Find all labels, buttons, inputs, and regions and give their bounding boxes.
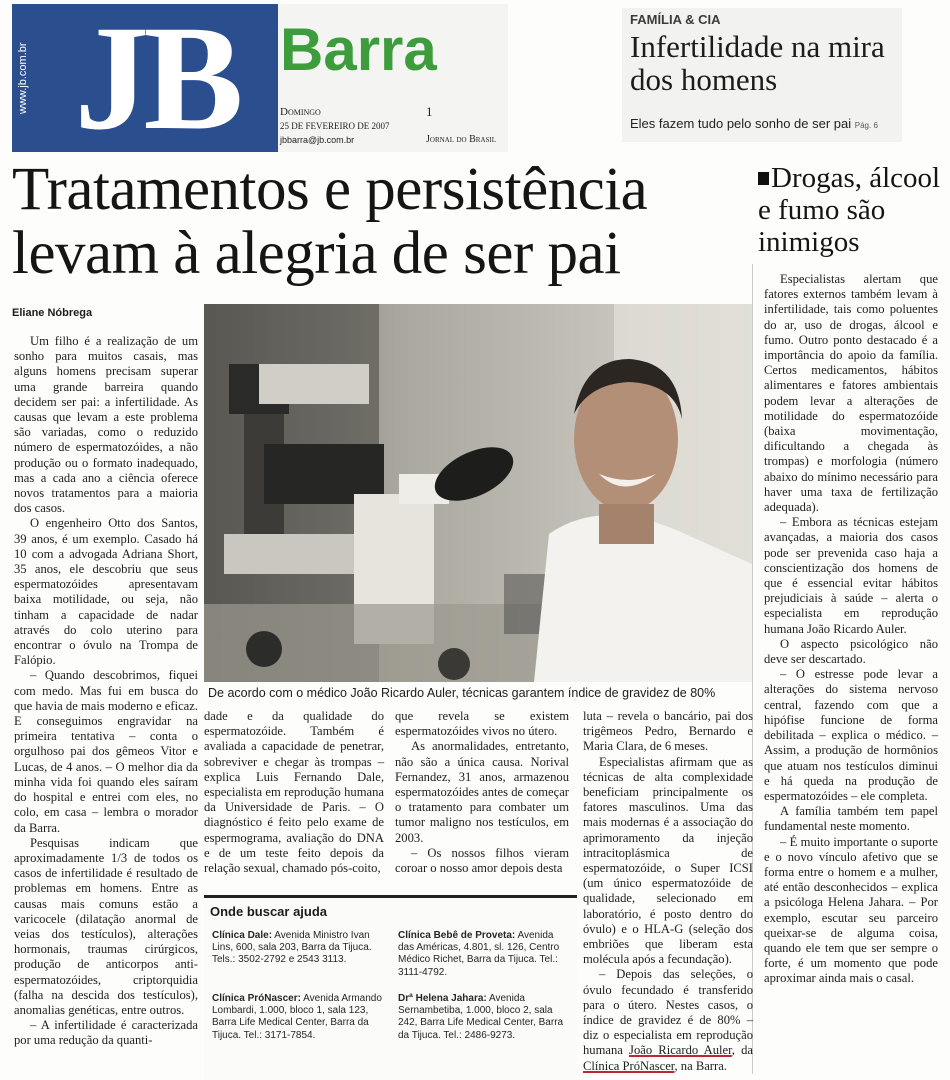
photo-caption: De acordo com o médico João Ricardo Auler, técnicas garantem índice de gravidez de 80% xyxy=(208,686,716,700)
paragraph: – É muito importante o suporte e o novo vínculo afetivo que se forma entre o homem e a mulher, até então desconhecidos – explica a psicóloga Helena Jahara. – Por exemplo, escutar seu parceiro queixar-se de alguma coisa, quando ele tem que ser sempre o forte, é um momento que pode aproximar ainda mais o casal. xyxy=(764,834,938,986)
section-name: Barra xyxy=(280,16,437,83)
sidebar-title: Drogas, álcool e fumo são inimigos xyxy=(758,162,941,258)
underlined-name: João Ricardo Auler xyxy=(629,1043,732,1058)
paragraph: Pesquisas indicam que aproximadamente 1/3 de todos os casos de infertilidade é resultado de problemas em homens. Entre as causas mais comuns estão a varicocele (dilatação anormal de veias dos testículos), alterações hormonais, traumas cirúrgicos, produção de anticorpos anti-espermatozóides, criptorquidia (falha na descida dos testículos), anomalias genéticas, entre outros. xyxy=(14,835,198,1017)
paragraph: – A infertilidade é caracterizada por uma redução da quanti- xyxy=(14,1018,198,1048)
paragraph: O aspecto psicológico não deve ser descartado. xyxy=(764,636,938,667)
help-box xyxy=(204,895,577,1080)
doctor-microscope-photo xyxy=(204,304,752,682)
help-item xyxy=(212,930,390,967)
jb-logo: JB xyxy=(34,4,278,152)
paragraph: dade e da qualidade do espermatozóide. Também é avaliada a capacidade de penetrar, sobreviver e chegar às trompas – explica Luis Fernando Dale, especialista em reprodução humana da Universidade de Paris. – O diagnóstico é feito pelo exame de espermograma, avaliação do DNA e de um teste feito depois da relação sexual, chamado pós-coito, xyxy=(204,709,384,876)
sidebar-column xyxy=(764,272,938,987)
article-photo xyxy=(204,304,752,682)
byline: Eliane Nóbrega xyxy=(12,307,93,319)
paragraph: que revela se existem espermatozóides vivos no útero. xyxy=(395,709,569,739)
help-item-name: Clínica Bebê de Proveta: xyxy=(398,930,516,941)
help-box-title: Onde buscar ajuda xyxy=(210,904,328,919)
paragraph: luta – revela o bancário, pai dos trigêmeos Pedro, Bernardo e Maria Clara, de 6 meses. xyxy=(583,709,753,754)
promo-section: FAMÍLIA & CIA xyxy=(630,12,721,27)
masthead-date: 25 DE FEVEREIRO DE 2007 xyxy=(280,121,390,131)
help-item-name: Clínica PróNascer: xyxy=(212,993,301,1004)
underlined-clinic: Clínica PróNascer xyxy=(583,1058,675,1073)
paragraph: – Embora as técnicas estejam avançadas, a maioria dos casos pode ser prevenida caso haja a conscientização dos homens de que é essencial evitar hábitos prejudiciais à saúde – alerta o especialista em reprodução humana João Ricardo Auler. xyxy=(764,515,938,636)
paragraph: As anormalidades, entretanto, não são a única causa. Norival Fernandez, 31 anos, armazenou espermatozóides antes de começar o tratamento para combater um tumor maligno nos testículos, em 2003. xyxy=(395,739,569,845)
paper-name: Jornal do Brasil xyxy=(426,134,497,145)
help-item-text: Avenida das Américas, 4.801, sl. 126, Centro Médico Richet, Barra da Tijuca. Tel.: 3111-4792. xyxy=(398,930,560,978)
article-column-2 xyxy=(204,709,384,876)
help-item xyxy=(212,993,390,1042)
promo-title: Infertilidade na mira dos homens xyxy=(630,29,885,97)
paragraph xyxy=(583,967,753,1073)
article-column-3 xyxy=(395,709,569,876)
help-item-name: Clínica Dale: xyxy=(212,930,273,941)
page-number: 1 xyxy=(426,104,433,119)
masthead-email[interactable]: jbbarra@jb.com.br xyxy=(280,135,355,145)
help-item-text: Avenida Armando Lombardi, 1.000, bloco 1, sala 123, Barra Life Medical Center, Barra da Tijuca. Tel.: 3171-7854. xyxy=(212,993,382,1041)
square-bullet-icon xyxy=(758,172,769,185)
paragraph: – O estresse pode levar a alterações do sistema nervoso central, fazendo com que a hipófise funcione de forma debilitada – explica o médico. – Assim, a produção de hormônios que atuam nos testículos diminui e há queda na produção de espermatozóides – ele completa. xyxy=(764,667,938,803)
help-item xyxy=(398,993,570,1042)
article-column-1 xyxy=(14,334,198,1049)
paragraph: O engenheiro Otto dos Santos, 39 anos, é um exemplo. Casado há 10 com a advogada Adriana Short, 35 anos, ele descobriu que seus espermatozóides apresentavam baixa motilidade, ou seja, não tinham a capacidade de nadar através do colo uterino para encontrar o óvulo na Trompa de Falópio. xyxy=(14,516,198,668)
sidebar-headline xyxy=(758,162,948,258)
help-item xyxy=(398,930,570,979)
paragraph-text: – Depois das seleções, o óvulo fecundado é transferido para o útero. Nestes casos, o índice de gravidez é de 80% – diz o especialista em reprodução humana xyxy=(583,967,753,1058)
paragraph-text: , na Barra. xyxy=(674,1058,727,1073)
help-item-text: Avenida Ministro Ivan Lins, 600, sala 203, Barra da Tijuca. Tels.: 3502-2792 e 2543 3113. xyxy=(212,930,372,966)
promo-page-ref: Pág. 6 xyxy=(854,121,878,130)
paragraph: – Quando descobrimos, fiquei com medo. Mas fui em busca do que havia de mais moderno e eficaz. E conseguimos engravidar na primeira tentativa – conta o orgulhoso pai dos gêmeos Vitor e Lucas, de 4 anos. – O melhor dia da minha vida foi quando eles saíram do hospital e entrei com eles, no colo, em casa – lembra o morador da Barra. xyxy=(14,668,198,835)
article-headline: Tratamentos e persistência levam à alegria de ser pai xyxy=(12,156,648,287)
paragraph: Especialistas alertam que fatores externos também levam à infertilidade, tais como poluentes do ar, uso de drogas, álcool e fumo. Outro ponto destacado é a importância do apoio da família. Certos medicamentos, hábitos alimentares e fatores ambientais podem levar a alterações de motilidade do espermatozóide (baixa movimentação, dificultando a chegada às trompas) e morfologia (número abaixo do mínimo necessário para haver uma taxa de fertilização adequada). xyxy=(764,272,938,515)
masthead xyxy=(12,0,508,161)
promo-subtitle-text: Eles fazem tudo pelo sonho de ser pai xyxy=(630,116,852,131)
paragraph: Um filho é a realização de um sonho para muitos casais, mas alguns homens precisam superar uma grande barreira quando decidem ser pai: a infertilidade. As causas que levam a este problema são variadas, como o reduzido número de espermatozóides, a não produção ou o formato inadequado, mas a cada ano a ciência oferece novos tratamentos para a maioria dos casos. xyxy=(14,334,198,516)
promo-subtitle xyxy=(630,116,878,131)
article-column-4 xyxy=(583,709,753,1074)
promo-box[interactable] xyxy=(622,8,902,142)
masthead-day: Domingo xyxy=(280,106,321,118)
masthead-url[interactable]: www.jb.com.br xyxy=(12,4,34,152)
paragraph: Especialistas afirmam que as técnicas de alta complexidade beneficiam principalmente os fatores masculinos. Uma das mais modernas é a associação do aprimoramento da injeção intracitoplásmica de espermatozóide, o Super ICSI (um único espermatozóide de qualidade, selecionado em laboratório, é posto dentro do óvulo) e o HLA-G (seleção dos embriões que liberam esta molécula após a fecundação). xyxy=(583,754,753,967)
paragraph-text: , da xyxy=(731,1043,753,1058)
paragraph: – Os nossos filhos vieram coroar o nosso amor depois desta xyxy=(395,845,569,876)
help-item-text: Avenida Sernambetiba, 1.000, bloco 2, sala 242, Barra Life Medical Center, Barra da Tijuca. Tel.: 2486-9273. xyxy=(398,993,564,1041)
help-item-name: Drª Helena Jahara: xyxy=(398,993,487,1004)
paragraph: A família também tem papel fundamental neste momento. xyxy=(764,804,938,834)
